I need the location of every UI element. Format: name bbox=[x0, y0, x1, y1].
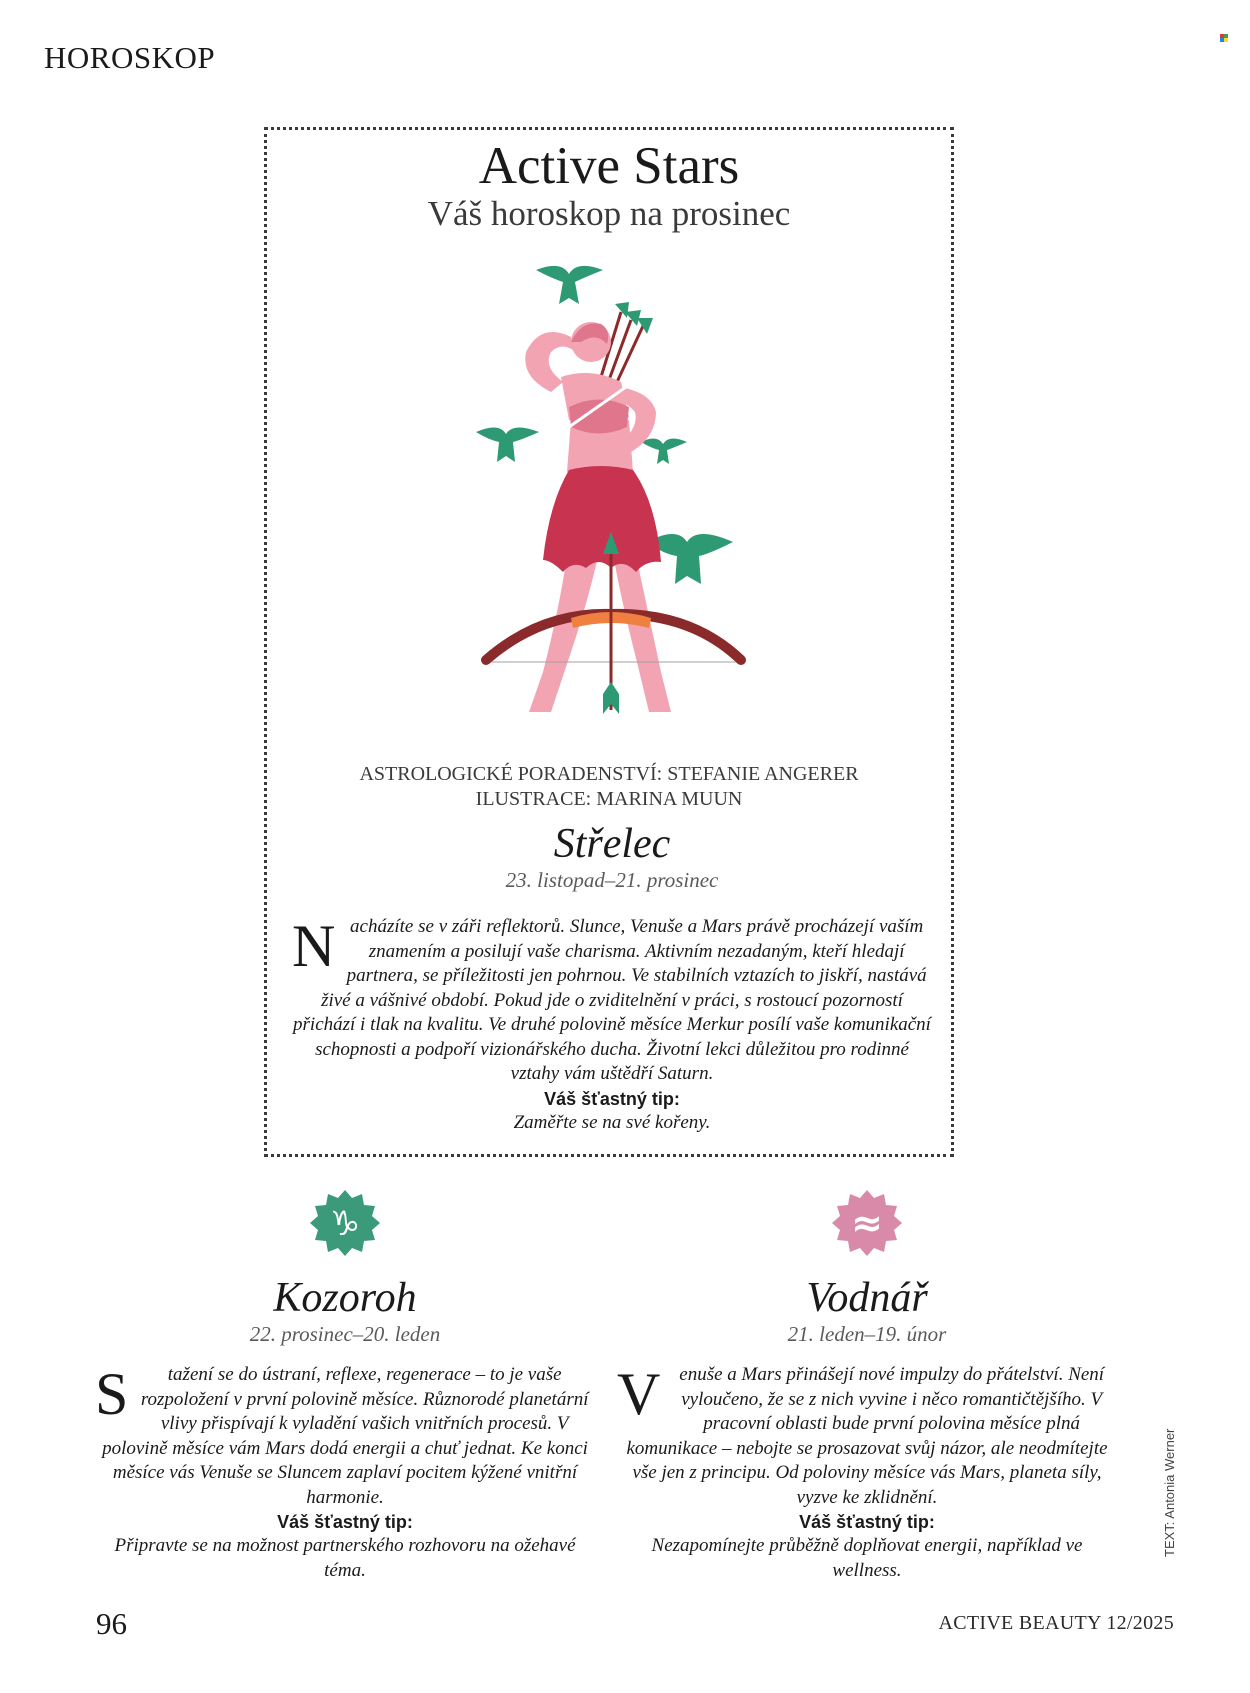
drop-cap: N bbox=[292, 913, 336, 979]
sagittarius-archer-illustration bbox=[451, 242, 771, 752]
horoscope-text: acházíte se v záři reflektorů. Slunce, Venuše a Mars právě procházejí vaším znamením a posilují vaše charisma. Aktivním nezadaným, kteří hledají partnera, se příležitosti jen pohrnou. Ve stabilních vztazích to jiskří, nastává živé a vášnivé období. Pokud jde o zviditelnění v práci, s rostoucí pozorností přichází i tlak na kvalitu. Ve druhé polovině měsíce Merkur posílí vaše komunikační schopnosti a podpoří vizionářského ducha. Životní lekci důležitou pro rodinné vztahy vám uštědří Saturn. bbox=[293, 916, 931, 1084]
horoscope-text: tažení se do ústraní, reflexe, regenerace – to je vaše rozpoložení v první polovině měsíce. Různorodé planetární vlivy přispívají k vyladění vašich vnitřních procesů. V polovině měsíce vám Mars dodá energii a chuť jednat. Ke konci měsíce vás Venuše se Sluncem zaplaví pocitem kýžené vnitřní harmonie. bbox=[102, 1364, 589, 1508]
sign-name: Střelec bbox=[553, 821, 671, 867]
horoscope-body bbox=[292, 915, 932, 1135]
bird-icon bbox=[536, 266, 603, 304]
aquarius-symbol: ≈ bbox=[851, 1201, 883, 1245]
sign-sagittarius bbox=[287, 820, 937, 1135]
sign-dates: 21. leden–19. únor bbox=[787, 1322, 947, 1346]
sign-name: Kozoroh bbox=[273, 1275, 417, 1321]
sign-name: Vodnář bbox=[806, 1275, 928, 1321]
credit-illustration: ILUSTRACE: MARINA MUUN bbox=[475, 788, 743, 810]
tip-text: Připravte se na možnost partnerského rozhovoru na ožehavé téma. bbox=[114, 1535, 576, 1581]
feature-subtitle: Váš horoskop na prosinec bbox=[427, 194, 791, 233]
section-label: HOROSKOP bbox=[44, 40, 216, 75]
feature-box bbox=[264, 127, 954, 1157]
tip-label: Váš šťastný tip: bbox=[544, 1088, 680, 1109]
tip-label: Váš šťastný tip: bbox=[277, 1512, 413, 1532]
color-mark-icon bbox=[1220, 34, 1228, 42]
tip-text: Zaměřte se na své kořeny. bbox=[513, 1111, 711, 1133]
capricorn-symbol: ♑ bbox=[329, 1204, 361, 1244]
drop-cap: S bbox=[95, 1361, 129, 1427]
horoscope-body bbox=[617, 1363, 1117, 1583]
sign-aquarius bbox=[617, 1188, 1117, 1583]
sign-dates: 23. listopad–21. prosinec bbox=[505, 868, 719, 892]
sign-capricorn bbox=[95, 1188, 595, 1583]
feature-title: Active Stars bbox=[478, 137, 740, 195]
page-number: 96 bbox=[96, 1606, 127, 1641]
tip-label: Váš šťastný tip: bbox=[799, 1512, 935, 1532]
bird-icon bbox=[476, 427, 539, 462]
horoscope-body bbox=[95, 1363, 595, 1583]
tip-text: Nezapomínejte průběžně doplňovat energii, například ve wellness. bbox=[651, 1535, 1083, 1581]
text-credit: TEXT: Antonia Werner bbox=[1162, 1428, 1177, 1557]
drop-cap: V bbox=[617, 1361, 661, 1427]
credit-astrology: ASTROLOGICKÉ PORADENSTVÍ: STEFANIE ANGERER bbox=[359, 763, 859, 785]
horoscope-text: enuše a Mars přinášejí nové impulzy do přátelství. Není vyloučeno, že se z nich vyvine i něco romantičtějšího. V pracovní oblasti bude první polovina měsíce plná komunikace – nebojte se prosazovat svůj názor, ale neodmítejte vše jen z principu. Od poloviny měsíce vás Mars, planeta síly, vyzve ke zklidnění. bbox=[626, 1364, 1108, 1508]
issue-label: ACTIVE BEAUTY 12/2025 bbox=[938, 1612, 1174, 1634]
capricorn-badge-icon bbox=[310, 1188, 380, 1258]
aquarius-badge-icon bbox=[832, 1188, 902, 1258]
credits bbox=[267, 762, 951, 812]
bird-icon bbox=[641, 438, 687, 464]
sign-dates: 22. prosinec–20. leden bbox=[249, 1322, 441, 1346]
